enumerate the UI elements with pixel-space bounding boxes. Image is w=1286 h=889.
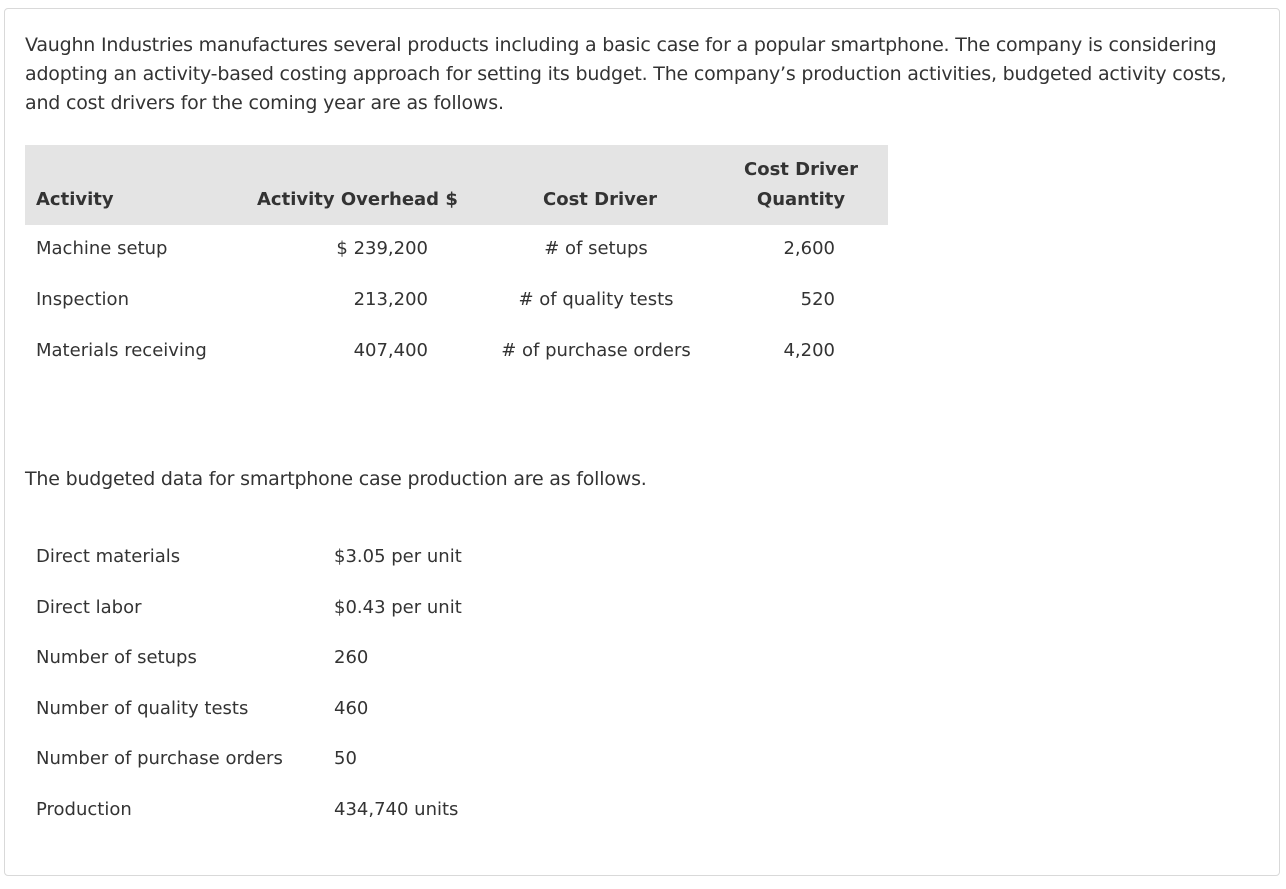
header-activity-overhead: Activity Overhead $ (257, 189, 458, 210)
cell-overhead: 407,400 (353, 340, 428, 361)
table-row (25, 634, 625, 685)
header-activity: Activity (36, 189, 114, 210)
budget-intro-paragraph: The budgeted data for smartphone case production are as follows. (25, 468, 647, 490)
cell-activity: Machine setup (36, 238, 168, 259)
table-row (25, 276, 888, 327)
table-row (25, 327, 888, 378)
budget-value: $3.05 per unit (334, 546, 462, 567)
table-row (25, 685, 625, 736)
table-row (25, 786, 625, 837)
table-row (25, 735, 625, 786)
cell-activity: Inspection (36, 289, 129, 310)
header-quantity-line1: Cost Driver (744, 159, 858, 180)
budget-label: Number of setups (36, 647, 197, 669)
budget-table (25, 533, 625, 837)
header-cost-driver: Cost Driver (543, 189, 657, 210)
table-row (25, 225, 888, 276)
budget-value: 434,740 units (334, 798, 459, 820)
budget-label: Number of quality tests (36, 697, 249, 719)
table-row (25, 533, 625, 584)
budget-value: 460 (334, 697, 369, 719)
cell-quantity: 2,600 (783, 238, 835, 259)
budget-label: Direct labor (36, 596, 142, 618)
header-quantity-line2: Quantity (756, 189, 846, 210)
activity-table (25, 145, 888, 378)
budget-value: $0.43 per unit (334, 596, 462, 618)
intro-paragraph: Vaughn Industries manufactures several products including a basic case for a popular smartphone. The company is considering adopting an activity-based costing approach for setting its budget. The company’s production activities, budgeted activity costs, and cost drivers for the coming year are as follows. (25, 34, 1227, 114)
table-row (25, 584, 625, 635)
activity-table-header (25, 145, 888, 225)
budget-value: 260 (334, 647, 369, 669)
cell-driver: # of quality tests (518, 289, 674, 310)
cell-activity: Materials receiving (36, 340, 207, 361)
question-card (4, 8, 1280, 876)
cell-overhead: $ 239,200 (336, 238, 428, 259)
cell-overhead: 213,200 (353, 289, 428, 310)
cell-quantity: 520 (800, 289, 835, 310)
header-cost-driver-quantity (739, 155, 863, 215)
budget-label: Direct materials (36, 546, 181, 567)
cell-quantity: 4,200 (783, 340, 835, 361)
cell-driver: # of setups (544, 238, 648, 259)
budget-label: Production (36, 798, 132, 820)
budget-label: Number of purchase orders (36, 748, 283, 770)
cell-driver: # of purchase orders (501, 340, 691, 361)
budget-value: 50 (334, 748, 357, 770)
